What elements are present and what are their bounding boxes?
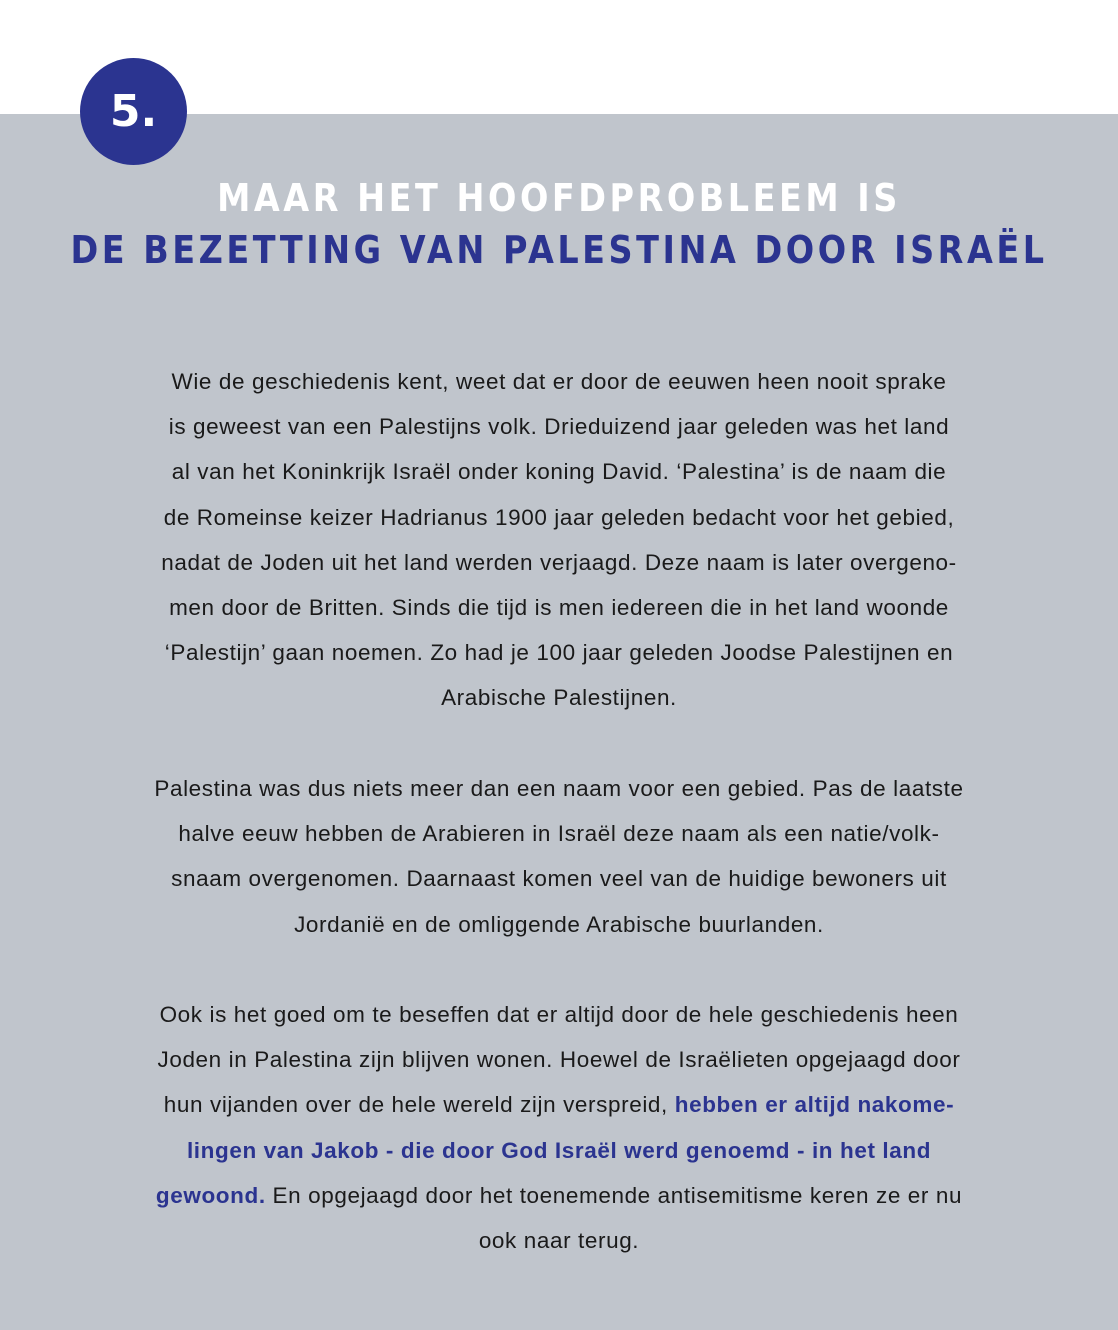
paragraph-line: al van het Koninkrijk Israël onder koning David. ‘Palestina’ is de naam die [171, 459, 947, 485]
paragraph-1 [70, 359, 1048, 721]
paragraph-line: Joden in Palestina zijn blijven wonen. Hoewel de Israëlieten opgejaagd door [157, 1047, 961, 1073]
plain-text: En opgejaagd door het toenemende antisemitisme keren ze er nu [265, 1182, 963, 1208]
paragraph-line [70, 1173, 1048, 1218]
section-number: 5. [109, 86, 158, 137]
plain-text: hun vijanden over de hele wereld zijn verspreid, [163, 1092, 675, 1118]
section-number-badge [80, 58, 187, 165]
highlighted-text: hebben er altijd nakome- [674, 1092, 955, 1118]
paragraph-line: ‘Palestijn’ gaan noemen. Zo had je 100 jaar geleden Joodse Palestijnen en [164, 640, 954, 666]
paragraph-3 [70, 992, 1048, 1263]
paragraph-line: ook naar terug. [478, 1228, 640, 1254]
paragraph-line: Jordanië en de omliggende Arabische buurlanden. [294, 911, 824, 937]
paragraph-line: Arabische Palestijnen. [441, 685, 677, 711]
paragraph-line: de Romeinse keizer Hadrianus 1900 jaar geleden bedacht voor het gebied, [163, 504, 955, 530]
paragraph-line: men door de Britten. Sinds die tijd is men iedereen die in het land woonde [169, 595, 949, 621]
paragraph-line: snaam overgenomen. Daarnaast komen veel van de huidige bewoners uit [171, 866, 947, 892]
paragraph-line: Ook is het goed om te beseffen dat er altijd door de hele geschiedenis heen [159, 1002, 959, 1027]
paragraph-line: Palestina was dus niets meer dan een naam voor een gebied. Pas de laatste [154, 776, 964, 801]
paragraph-line: nadat de Joden uit het land werden verjaagd. Deze naam is later overgeno- [161, 549, 957, 575]
paragraph-line: halve eeuw hebben de Arabieren in Israël deze naam als een natie/volk- [178, 821, 940, 847]
paragraph-line: Wie de geschiedenis kent, weet dat er door de eeuwen heen nooit sprake [171, 369, 947, 394]
paragraph-2 [70, 766, 1048, 947]
title-line-1: MAAR HET HOOFDPROBLEEM IS [217, 176, 901, 220]
highlighted-text: gewoond. [155, 1182, 266, 1208]
page-title [0, 172, 1118, 276]
title-line-2: DE BEZETTING VAN PALESTINA DOOR ISRAËL [70, 228, 1048, 272]
highlighted-text: lingen van Jakob - die door God Israël werd genoemd - in het land [186, 1137, 932, 1163]
paragraph-line: is geweest van een Palestijns volk. Drieduizend jaar geleden was het land [168, 414, 950, 440]
paragraph-line [70, 1082, 1048, 1127]
